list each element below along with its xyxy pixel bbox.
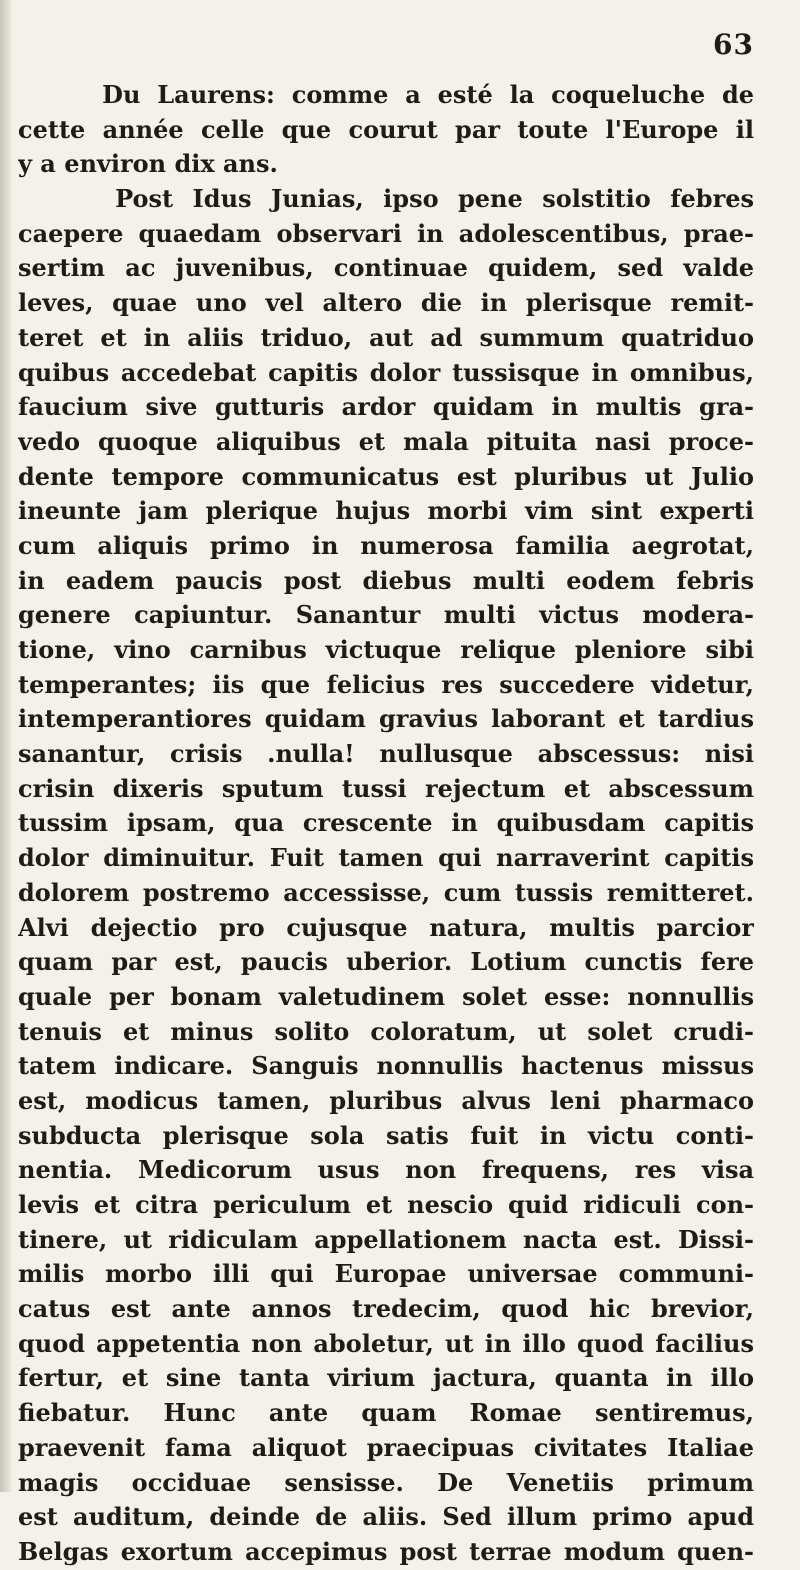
text-line: sanantur, crisis .nulla! nullusque abscessus: nisi [18,739,754,769]
text-line: catus est ante annos tredecim, quod hic brevior, [18,1294,754,1324]
text-line: fertur, et sine tanta virium jactura, quanta in illo [18,1363,754,1393]
text-line: cette année celle que courut par toute l'Europe il [18,114,754,144]
text-line: sertim ac juvenibus, continuae quidem, sed valde [18,253,754,283]
page-number: 63 [713,28,754,61]
text-line: tione, vino carnibus victuque relique pleniore sibi [18,635,754,664]
text-line: ineunte jam plerique hujus morbi vim sint experti [18,496,754,526]
text-line: y a environ dix ans. [18,149,278,179]
text-line: nentia. Medicorum usus non frequens, res visa [18,1155,754,1185]
text-line: quibus accedebat capitis dolor tussisque in omnibus, [18,357,754,387]
text-line: intemperantiores quidam gravius laborant et tardius [18,704,754,734]
text-line: fiebatur. Hunc ante quam Romae sentiremus, [18,1398,754,1428]
text-line: quod appetentia non aboletur, ut in illo quod facilius [18,1328,754,1358]
text-line: tinere, ut ridiculam appellationem nacta est. Dissi- [18,1224,754,1254]
text-line: dolorem postremo accessisse, cum tussis remitteret. [18,877,754,907]
text-line: tatem indicare. Sanguis nonnullis hactenus missus [18,1051,754,1081]
text-line: vedo quoque aliquibus et mala pituita nasi proce- [18,426,754,456]
text-line: cum aliquis primo in numerosa familia aegrotat, [18,530,754,560]
text-line: Belgas exortum accepimus post terrae modum quen- [18,1536,754,1566]
text-line: caepere quaedam observari in adolescentibus, prae- [18,218,754,248]
text-line: crisin dixeris sputum tussi rejectum et abscessum [18,773,754,803]
text-line: Alvi dejectio pro cujusque natura, multis parcior [18,912,754,942]
text-line: genere capiuntur. Sanantur multi victus modera- [18,600,754,630]
text-line: dolor diminuitur. Fuit tamen qui narraverint capitis [18,843,754,873]
text-line: dente tempore communicatus est pluribus ut Julio [18,461,754,491]
text-line: quam par est, paucis uberior. Lotium cunctis fere [18,947,754,977]
text-line: in eadem paucis post diebus multi eodem febris [18,565,754,595]
text-line: tenuis et minus solito coloratum, ut solet crudi- [18,1016,754,1046]
text-line: tussim ipsam, qua crescente in quibusdam capitis [18,808,754,838]
page-gutter-shadow [0,0,12,1492]
text-line: subducta plerisque sola satis fuit in victu conti- [18,1120,754,1150]
text-line: est, modicus tamen, pluribus alvus leni pharmaco [18,1085,754,1115]
text-line: Post Idus Junias, ipso pene solstitio febres [18,184,754,214]
text-line: teret et in aliis triduo, aut ad summum quatriduo [18,322,754,352]
text-line: praevenit fama aliquot praecipuas civitates Italiae [18,1432,754,1462]
body-text [18,78,754,1570]
text-line: temperantes; iis que felicius res succedere videtur, [18,669,754,699]
text-line: magis occiduae sensisse. De Venetiis primum [18,1467,754,1497]
text-line: leves, quae uno vel altero die in plerisque remit- [18,288,754,318]
text-line: est auditum, deinde de aliis. Sed illum primo apud [18,1502,754,1532]
text-line: quale per bonam valetudinem solet esse: nonnullis [18,981,754,1011]
text-line: Du Laurens: comme a esté la coqueluche de [18,80,754,109]
text-line: milis morbo illi qui Europae universae communi- [18,1259,754,1289]
text-line: levis et citra periculum et nescio quid ridiculi con- [18,1190,754,1219]
text-line: faucium sive gutturis ardor quidam in multis gra- [18,392,754,422]
